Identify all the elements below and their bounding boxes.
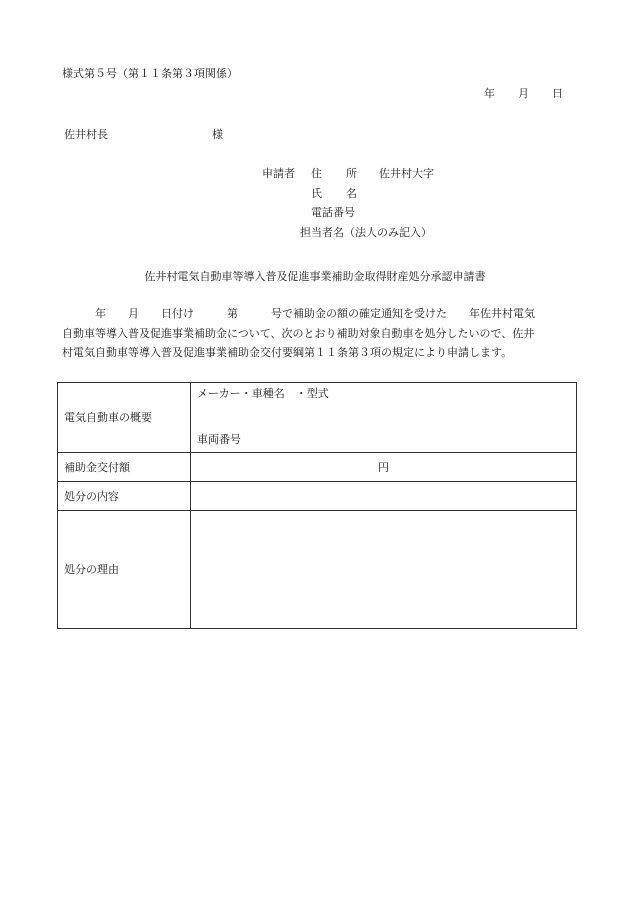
name-label: 氏名 (311, 187, 381, 200)
maker-model-label: メーカー・車種名 ・型式 (197, 387, 329, 400)
body-line-1: 年 月 日付け 第 号で補助金の額の確定通知を受けた 年佐井村電気 (62, 307, 535, 320)
content-value-cell[interactable] (191, 482, 577, 511)
amount-value-cell[interactable] (191, 453, 577, 482)
table-row-overview (58, 383, 577, 453)
body-line-3: 村電気自動車等導入普及促進事業補助金交付要綱第１１条第３項の規定により申請します。 (62, 346, 513, 359)
amount-label: 補助金交付額 (58, 453, 191, 482)
applicant-name-row (311, 188, 381, 199)
address-value: 佐井村大字 (379, 167, 434, 180)
date-day-label: 日 (552, 87, 563, 100)
addressee-name: 佐井村長 (64, 128, 108, 141)
content-label: 処分の内容 (58, 482, 191, 511)
date-year-label: 年 (484, 87, 495, 100)
address-label: 住所 (311, 167, 381, 180)
date-line (484, 88, 563, 99)
phone-label: 電話番号 (311, 206, 355, 219)
addressee-honorific: 様 (212, 128, 223, 141)
applicant-contact-row (300, 227, 432, 238)
table-row-amount (58, 453, 577, 482)
applicant-address-row (262, 168, 434, 179)
table-row-content (58, 482, 577, 511)
applicant-phone-row (311, 207, 355, 218)
table-row-reason (58, 511, 577, 629)
date-month-label: 月 (518, 87, 529, 100)
vehicle-number-label: 車両番号 (197, 433, 241, 446)
application-form-table (57, 382, 577, 629)
document-title: 佐井村電気自動車等導入普及促進事業補助金取得財産処分承認申請書 (144, 270, 486, 283)
amount-unit: 円 (378, 460, 389, 474)
body-paragraph (62, 304, 576, 363)
contact-label: 担当者名（法人のみ記入） (300, 226, 432, 239)
addressee (64, 129, 223, 140)
body-line-2: 自動車等導入普及促進事業補助金について、次のとおり補助対象自動車を処分したいので、佐井 (62, 326, 535, 340)
form-number: 様式第５号（第１１条第３項関係） (62, 67, 238, 80)
reason-label: 処分の理由 (58, 511, 191, 629)
overview-value-cell[interactable] (191, 383, 577, 453)
applicant-label: 申請者 (262, 167, 295, 180)
overview-label: 電気自動車の概要 (58, 383, 191, 453)
reason-value-cell[interactable] (191, 511, 577, 629)
